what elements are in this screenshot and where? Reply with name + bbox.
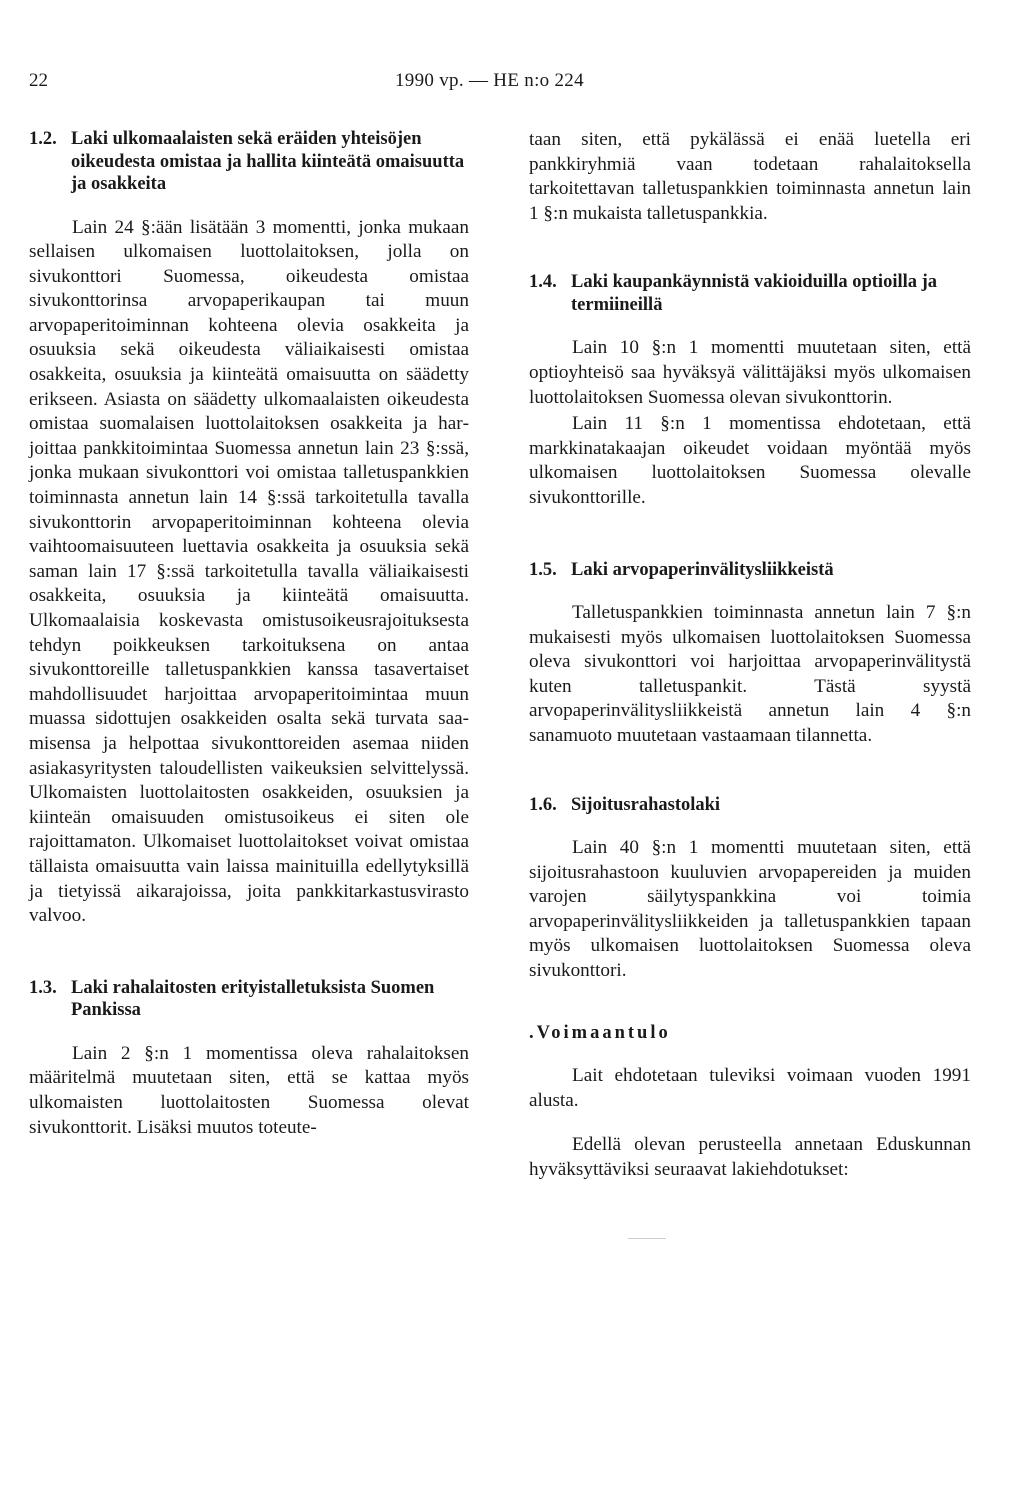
section-heading [529, 794, 971, 817]
section-1-5 [529, 559, 971, 749]
section-number: 1.5. [529, 559, 557, 580]
page-header [29, 70, 769, 100]
body-paragraph: Lain 10 §:n 1 momentti muutetaan siten, että optioyhteisö saa hyväksyä välittäjäksi myös ulkomaisen luottolaitoksen Suomessa olevan sivukonttorin. [529, 337, 971, 408]
page-number: 22 [29, 70, 48, 91]
right-column [529, 128, 971, 1183]
divider-line [628, 1238, 666, 1239]
section-heading [529, 271, 971, 316]
section-number: 1.3. [29, 977, 57, 998]
body-paragraph: Lain 24 §:ään lisätään 3 momentti, jonka mukaan sellaisen ulkomaisen luottolaitoksen, jolla on sivukonttori Suomessa, oikeudesta omistaa sivukonttorinsa arvopaperikaupan tai muun arvopaperitoiminnan kohteena olevia osakkeita ja osuuksia sekä oikeudesta väliaikaisesti omistaa osakkeita, osuuksia ja kiinteätä omaisuutta on säädetty erikseen. Asiasta on säädetty ulkomaalaisten oikeudesta omistaa suomalaisen luottolaitoksen osakkeita ja harjoittaa pankkitoimintaa Suomessa annetun lain 23 §:ssä, jonka mukaan sivukonttori voi omistaa talletuspankkien toiminnasta annetun lain 14 §:ssä tarkoitetulla tavalla sivukonttorin arvopaperitoiminnan kohteena olevia vaihtoomaisuuteen luettavia osakkeita ja osuuksia sekä saman lain 17 §:ssä tarkoitetulla tavalla väliaikaisesti osakkeita, osuuksia ja kiinteätä omaisuutta. Ulkomaalaisia koskevasta omistusoikeusrajoituksesta tehdyn poikkeuksen tarkoituksena on antaa sivukonttoreille talletuspankkien kanssa tasavertaiset mahdollisuudet harjoittaa arvopaperitoimintaa muun muassa sidottujen osakkeiden osalta sekä turvata saamisensa ja helpottaa sivukonttoreiden asemaa niiden asiakasyritysten taloudellisten vaikeuksien selvittelyssä. Ulkomaisten luottolaitosten osakkeiden, osuuksien ja kiinteän omaisuuden omistusoikeus ei siten ole rajoittamaton. Ulkomaiset luottolaitokset voivat omistaa tällaista omaisuutta vain laissa mainituilla edellytyksillä ja tietyissä aikarajoissa, joita pankkitarkastusvirasto valvoo. [29, 216, 469, 927]
left-column [29, 128, 469, 1140]
body-paragraph: Talletuspankkien toiminnasta annetun lain 7 §:n mukaisesti myös ulkomaisen luottolaitoksen Suomessa oleva sivukonttori voi harjoittaa arvopaperinvälitystä kuten talletuspankit. Tästä syystä arvopaperinvälitysliikkeistä annetun lain 4 §:n sanamuoto muutetaan vastaamaan tilannetta. [529, 602, 971, 746]
section-title: Laki arvopaperinvälitysliikkeistä [571, 559, 834, 580]
section-heading [529, 1022, 971, 1045]
section-1-4 [529, 271, 971, 510]
section-title: Laki ulkomaalaisten sekä eräiden yhteisöjen oikeudesta omistaa ja hallita kiinteätä omaisuutta ja osakkeita [71, 129, 465, 194]
section-heading [529, 559, 971, 582]
body-paragraph: Lain 40 §:n 1 momentti muutetaan siten, että sijoitusrahastoon kuuluvien arvopapereiden ja muiden varojen säilytyspankkina voi toimia arvopaperinvälitysliikkeiden ja talletuspankkien tapaan myös ulkomaisen luottolaitoksen Suomessa oleva sivukonttori. [529, 837, 971, 982]
section-heading [29, 128, 469, 196]
section-title: Laki kaupankäynnistä vakioiduilla optioilla ja termiineillä [571, 272, 938, 315]
section-voimaantulo [529, 1022, 971, 1183]
section-heading [29, 977, 469, 1022]
body-paragraph: Edellä olevan perusteella annetaan Eduskunnan hyväksyttäviksi seuraavat lakiehdotukset: [529, 1134, 971, 1180]
continued-paragraph: taan siten, että pykälässä ei enää luetella eri pankkiryhmiä vaan todetaan rahalaitoksella tarkoitettavan talletuspankkien toiminnasta annetun lain 1 §:n mukaista talletuspankkia. [529, 129, 971, 224]
body-paragraph: Lait ehdotetaan tuleviksi voimaan vuoden 1991 alusta. [529, 1065, 971, 1111]
section-title: Sijoitusrahastolaki [571, 794, 721, 815]
body-paragraph: Lain 2 §:n 1 momentissa oleva rahalaitoksen määritelmä muutetaan siten, että se kattaa myös ulkomaisten luottolaitosten Suomessa olevat sivukonttorit. Lisäksi muutos toteute- [29, 1042, 469, 1138]
section-1-3 [29, 977, 469, 1140]
section-title: Laki rahalaitosten erityistalletuksista Suomen Pankissa [71, 977, 435, 1021]
section-1-2 [29, 128, 469, 929]
section-title: .Voimaantulo [529, 1022, 671, 1043]
section-number: 1.4. [529, 272, 557, 293]
document-reference: 1990 vp. — HE n:o 224 [395, 70, 584, 91]
section-number: 1.6. [529, 794, 557, 815]
section-number: 1.2. [29, 129, 57, 149]
body-paragraph: Lain 11 §:n 1 momentissa ehdotetaan, että markkinatakaajan oikeudet voidaan myöntää myös ulkomaisen luottolaitoksen Suomessa olevalle sivukonttorille. [529, 413, 971, 508]
section-1-6 [529, 794, 971, 984]
